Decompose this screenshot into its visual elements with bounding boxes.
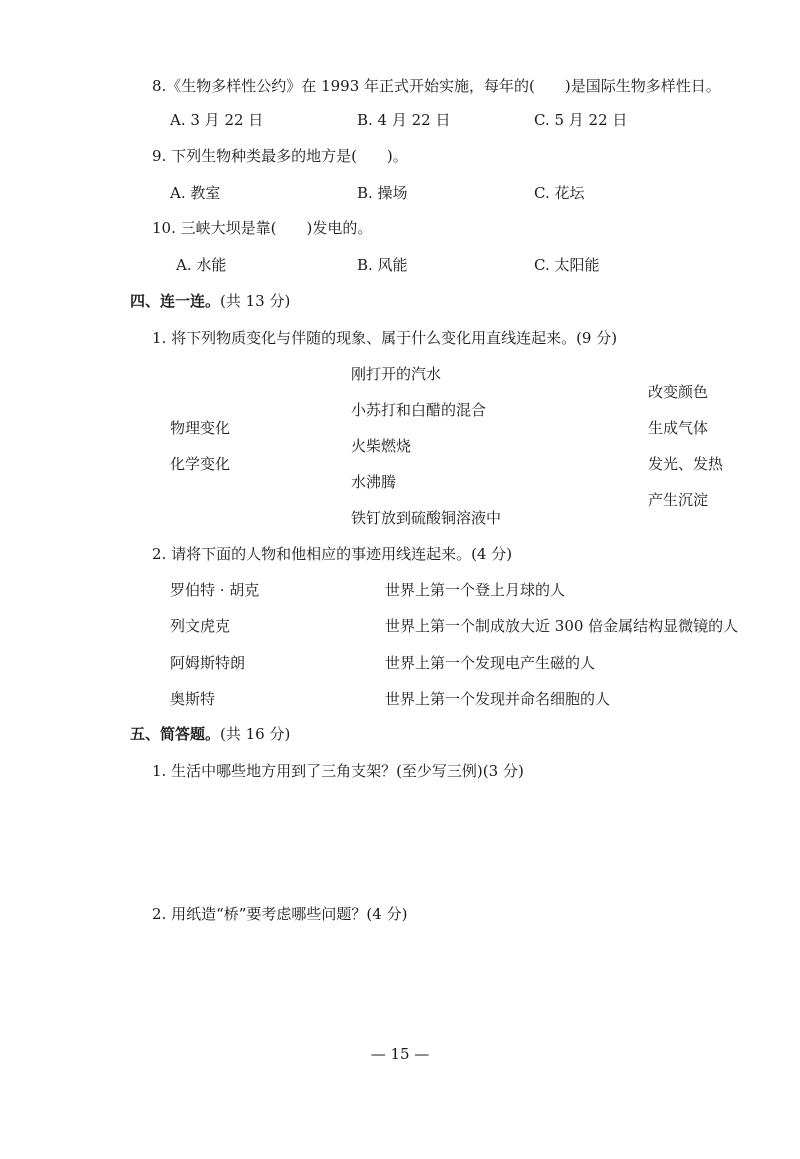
- person-item: 奥斯特: [170, 690, 216, 708]
- q9-option-c: C. 花坛: [534, 184, 585, 202]
- deed-item: 世界上第一个制成放大近 300 倍金属结构显微镜的人: [385, 617, 739, 635]
- observation-item: 产生沉淀: [648, 491, 709, 509]
- phenomenon-item: 小苏打和白醋的混合: [351, 401, 487, 419]
- person-item: 列文虎克: [170, 617, 231, 635]
- q8-option-b: B. 4 月 22 日: [357, 111, 451, 129]
- section5-q1-stem: 1. 生活中哪些地方用到了三角支架？(至少写三例)(3 分): [152, 762, 524, 780]
- phenomenon-item: 刚打开的汽水: [351, 365, 442, 383]
- section4-q2-stem: 2. 请将下面的人物和他相应的事迹用线连起来。(4 分): [152, 545, 513, 563]
- phenomenon-item: 水沸腾: [351, 473, 397, 491]
- deed-item: 世界上第一个发现并命名细胞的人: [385, 690, 611, 708]
- deed-item: 世界上第一个发现电产生磁的人: [385, 654, 596, 672]
- q8-option-c: C. 5 月 22 日: [534, 111, 628, 129]
- change-type-physical: 物理变化: [170, 419, 231, 437]
- change-type-chemical: 化学变化: [170, 455, 231, 473]
- phenomenon-item: 火柴燃烧: [351, 437, 412, 455]
- q8-stem: 8.《生物多样性公约》在 1993 年正式开始实施，每年的( )是国际生物多样性日。: [152, 77, 721, 95]
- deed-item: 世界上第一个登上月球的人: [385, 581, 566, 599]
- observation-item: 改变颜色: [648, 383, 709, 401]
- q9-option-b: B. 操场: [357, 184, 408, 202]
- q9-option-a: A. 教室: [170, 184, 221, 202]
- observation-item: 生成气体: [648, 419, 709, 437]
- q10-stem: 10. 三峡大坝是靠( )发电的。: [152, 219, 373, 237]
- section4-heading: [130, 291, 290, 311]
- observation-item: 发光、发热: [648, 455, 724, 473]
- q10-option-a: A. 水能: [176, 256, 227, 274]
- person-item: 罗伯特 · 胡克: [170, 581, 260, 599]
- person-item: 阿姆斯特朗: [170, 654, 246, 672]
- section4-title: 四、连一连。: [130, 292, 221, 310]
- section5-title: 五、简答题。: [130, 725, 221, 743]
- q10-option-c: C. 太阳能: [534, 256, 600, 274]
- q10-option-b: B. 风能: [357, 256, 408, 274]
- section4-score: (共 13 分): [220, 292, 291, 310]
- page-number: — 15 —: [370, 1045, 430, 1063]
- section5-score: (共 16 分): [220, 725, 291, 743]
- q9-stem: 9. 下列生物种类最多的地方是( )。: [152, 147, 408, 165]
- section5-q2-stem: 2. 用纸造“桥”要考虑哪些问题？(4 分): [152, 905, 408, 923]
- section5-heading: [130, 724, 290, 744]
- phenomenon-item: 铁钉放到硫酸铜溶液中: [351, 509, 502, 527]
- section4-q1-stem: 1. 将下列物质变化与伴随的现象、属于什么变化用直线连起来。(9 分): [152, 329, 618, 347]
- q8-option-a: A. 3 月 22 日: [170, 111, 264, 129]
